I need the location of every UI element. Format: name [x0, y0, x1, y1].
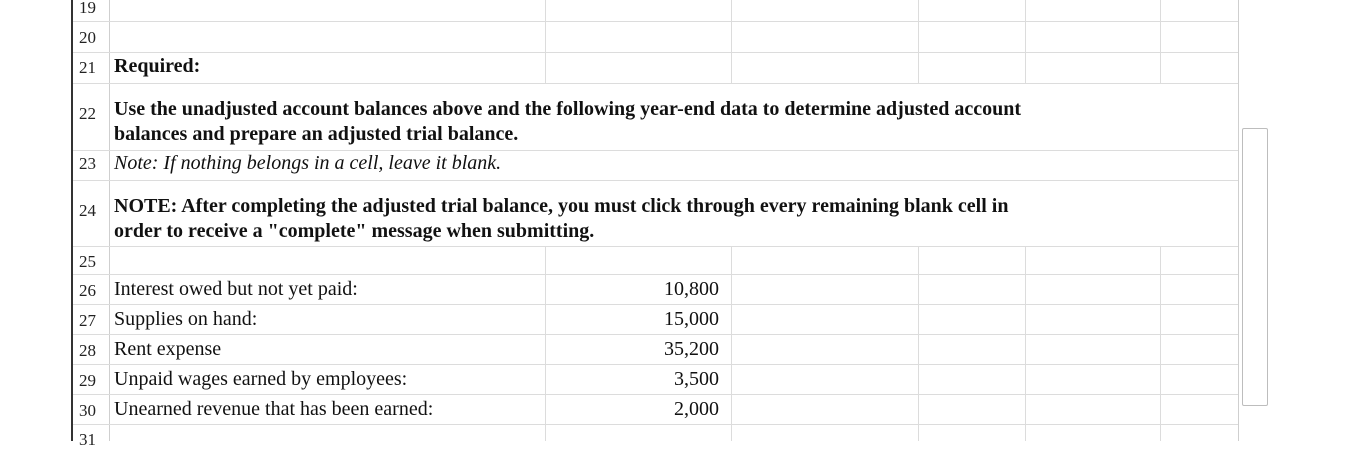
- row-divider: [73, 150, 1238, 151]
- required-heading[interactable]: Required:: [114, 55, 201, 77]
- col-divider: [731, 0, 732, 83]
- row-number: 23: [79, 154, 96, 173]
- col-divider: [545, 0, 546, 83]
- row-divider: [73, 180, 1238, 181]
- row-divider: [73, 246, 1238, 247]
- row-divider: [73, 424, 1238, 425]
- row-number: 20: [79, 28, 96, 47]
- warning-text-line2: order to receive a "complete" message when submitting.: [114, 220, 595, 242]
- data-label-supplies[interactable]: Supplies on hand:: [114, 308, 258, 330]
- col-divider: [918, 0, 919, 83]
- row-divider: [73, 21, 1238, 22]
- row-number: 21: [79, 58, 96, 77]
- row-number: 30: [79, 401, 96, 420]
- row-number: 19: [79, 0, 96, 17]
- instruction-text-line2: balances and prepare an adjusted trial balance.: [114, 123, 519, 145]
- col-divider: [731, 246, 732, 441]
- row-divider: [73, 394, 1238, 395]
- row-divider: [73, 83, 1238, 84]
- row-number: 31: [79, 430, 96, 449]
- data-value-supplies[interactable]: 15,000: [664, 308, 719, 330]
- data-label-interest[interactable]: Interest owed but not yet paid:: [114, 278, 358, 300]
- row-divider: [73, 304, 1238, 305]
- col-divider: [1025, 246, 1026, 441]
- col-divider: [918, 246, 919, 441]
- row-number: 25: [79, 252, 96, 271]
- instruction-text[interactable]: Use the unadjusted account balances above and the following year-end data to determine adjusted account: [114, 98, 1022, 120]
- col-divider: [1160, 246, 1161, 441]
- data-value-interest[interactable]: 10,800: [664, 278, 719, 300]
- row-number: 29: [79, 371, 96, 390]
- col-divider: [1025, 0, 1026, 83]
- note-text[interactable]: Note: If nothing belongs in a cell, leave it blank.: [114, 152, 502, 174]
- row-divider: [73, 334, 1238, 335]
- data-value-rent[interactable]: 35,200: [664, 338, 719, 360]
- data-value-unearned[interactable]: 2,000: [674, 398, 719, 420]
- row-divider: [73, 364, 1238, 365]
- scrollbar-thumb[interactable]: [1242, 128, 1268, 406]
- data-label-unearned[interactable]: Unearned revenue that has been earned:: [114, 398, 434, 420]
- row-number: 27: [79, 311, 96, 330]
- col-divider: [1160, 0, 1161, 83]
- row-divider: [73, 52, 1238, 53]
- data-label-rent[interactable]: Rent expense: [114, 338, 222, 360]
- row-number: 24: [79, 201, 96, 220]
- data-label-wages[interactable]: Unpaid wages earned by employees:: [114, 368, 408, 390]
- row-number: 22: [79, 104, 96, 123]
- warning-text[interactable]: NOTE: After completing the adjusted trial balance, you must click through every remaining blank cell in: [114, 195, 1009, 217]
- row-number: 26: [79, 281, 96, 300]
- data-value-wages[interactable]: 3,500: [674, 368, 719, 390]
- row-divider: [73, 274, 1238, 275]
- row-number: 28: [79, 341, 96, 360]
